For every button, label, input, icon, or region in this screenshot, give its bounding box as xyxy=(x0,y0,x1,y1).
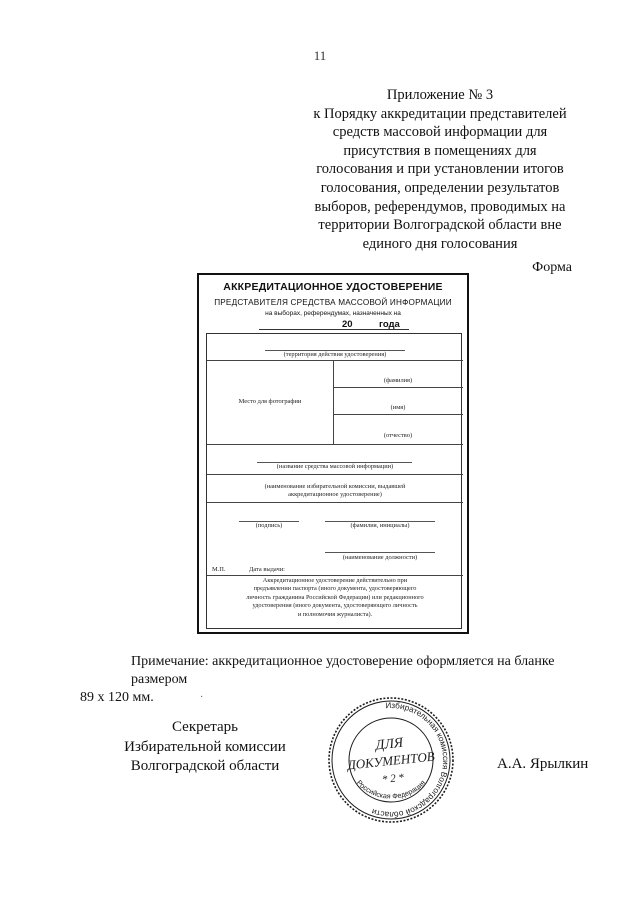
divider xyxy=(207,360,463,361)
secretary-line: Волгоградской области xyxy=(130,758,280,774)
stamp-number: * 2 * xyxy=(381,771,405,787)
note-line: Примечание: аккредитационное удостоверение оформляется на бланке размером xyxy=(131,654,555,687)
divider xyxy=(333,387,463,388)
appendix-line: средств массовой информации для xyxy=(332,124,548,141)
validity-note-line: личность гражданина Российской Федерации) или редакционного xyxy=(246,593,424,601)
validity-note xyxy=(211,577,459,619)
card-title: АККРЕДИТАЦИОННОЕ УДОСТОВЕРЕНИЕ xyxy=(223,281,443,293)
territory-caption: (территория действия удостоверения) xyxy=(283,351,387,358)
media-caption: (название средства массовой информации) xyxy=(276,463,394,470)
appendix-line: выборов, референдумов, проводимых на xyxy=(314,198,566,215)
secretary-block xyxy=(115,718,295,777)
stamp-ring-bottom-text: Российская Федерация xyxy=(354,778,428,801)
divider xyxy=(333,414,463,415)
divider xyxy=(207,444,463,445)
accreditation-card-form xyxy=(197,273,469,634)
stamp-line1: ДЛЯ xyxy=(374,735,404,754)
signature-caption: (подпись) xyxy=(255,522,283,529)
signer-name: А.А. Ярылкин xyxy=(497,756,589,772)
year-word: года xyxy=(379,319,400,330)
card-subtitle: ПРЕДСТАВИТЕЛЯ СРЕДСТВА МАССОВОЙ ИНФОРМАЦИИ xyxy=(214,298,452,307)
mp-label: М.П. xyxy=(212,566,226,573)
appendix-line: голосования, определении результатов xyxy=(320,179,560,196)
appendix-line: Приложение № 3 xyxy=(386,87,494,103)
photo-placeholder: Место для фотографии xyxy=(238,398,302,405)
surname-caption: (фамилия) xyxy=(383,377,413,384)
note-line: 89 х 120 мм. xyxy=(80,690,154,705)
commission-caption: (наименование избирательной комиссии, выдавшей xyxy=(264,483,406,490)
forma-label: Форма xyxy=(532,260,572,275)
divider xyxy=(207,502,463,503)
validity-note-line: Аккредитационное удостоверение действительно при xyxy=(262,577,408,584)
appendix-line: присутствия в помещениях для xyxy=(343,142,537,159)
divider xyxy=(207,575,463,576)
validity-note-line: удостоверения (иного документа, удостоверяющего личность xyxy=(252,602,418,610)
appendix-line: территории Волгоградской области вне xyxy=(318,217,562,234)
page-number: 11 xyxy=(313,48,327,63)
card-inner-frame xyxy=(206,333,462,629)
year-number: 20 xyxy=(342,319,353,330)
validity-note-line: и полномочия журналиста). xyxy=(297,610,373,618)
secretary-line: Избирательной комиссии xyxy=(124,738,286,755)
initials-caption: (фамилия, инициалы) xyxy=(350,522,410,529)
appendix-line: голосования и при установлении итогов xyxy=(316,161,564,178)
stamp-line2: ДОКУМЕНТОВ xyxy=(346,748,436,773)
position-line xyxy=(325,552,435,553)
patronymic-caption: (отчество) xyxy=(383,432,413,439)
appendix-line: единого дня голосования xyxy=(362,235,518,252)
secretary-line: Секретарь xyxy=(171,719,239,735)
validity-note-line: предъявлении паспорта (иного документа, удостоверяющего xyxy=(253,585,417,593)
issue-date-label: Дата выдачи: xyxy=(249,566,285,573)
appendix-heading xyxy=(300,86,580,253)
scan-dot: · xyxy=(200,692,204,703)
position-caption: (наименование должности) xyxy=(342,554,418,561)
commission-caption: аккредитационное удостоверение) xyxy=(288,491,382,498)
official-stamp xyxy=(327,696,455,824)
card-election-line: на выборах, референдумах, назначенных на xyxy=(265,310,401,317)
stamp-ring-text: Избирательная комиссия Волгоградской области xyxy=(370,700,451,820)
name-caption: (имя) xyxy=(390,404,406,411)
divider xyxy=(207,474,463,475)
appendix-line: к Порядку аккредитации представителей xyxy=(313,105,567,122)
